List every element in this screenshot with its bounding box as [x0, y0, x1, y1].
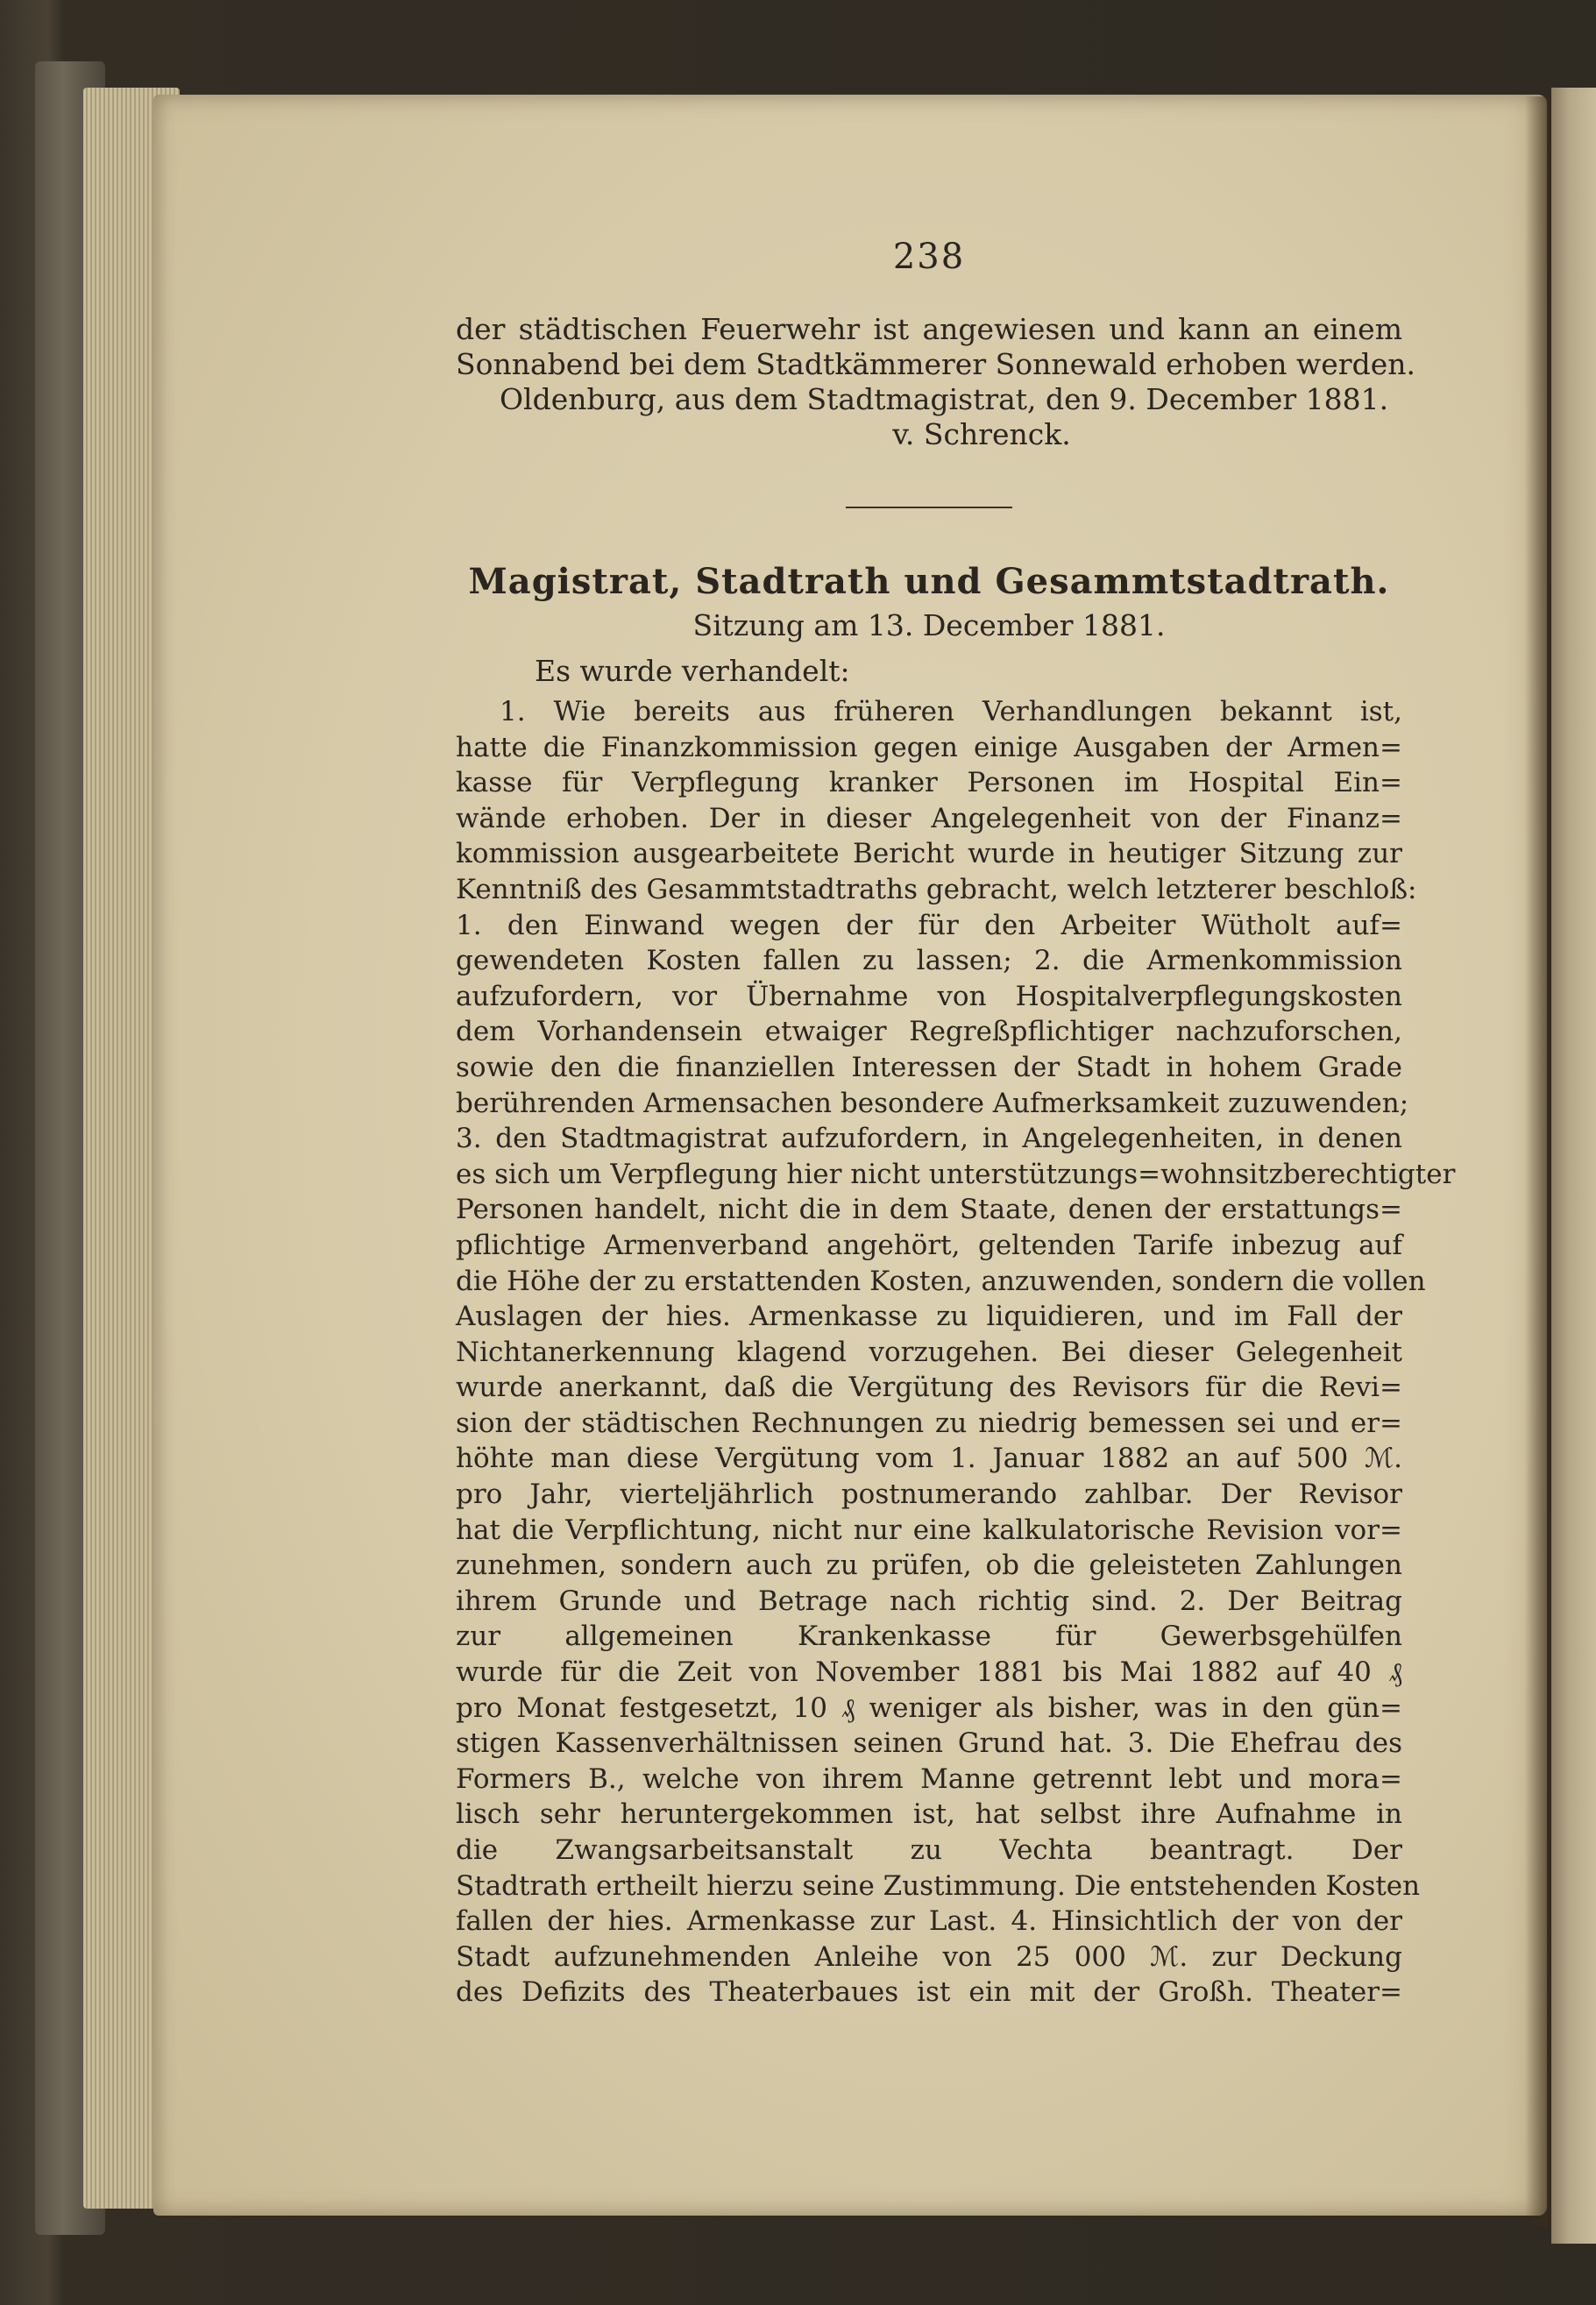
body-line: Stadtrath ertheilt hierzu seine Zustimmung. Die entstehenden Kosten — [456, 1869, 1421, 1902]
body-line: Stadt aufzunehmenden Anleihe von 25 000 ℳ. zur Deckung — [456, 1940, 1402, 1973]
body-line: des Defizits des Theaterbaues ist ein mit der Großh. Theater= — [456, 1976, 1402, 2009]
body-line: höhte man diese Vergütung vom 1. Januar 1882 an auf 500 ℳ. — [456, 1443, 1402, 1475]
notice-line: Sonnabend bei dem Stadtkämmerer Sonnewald erhoben werden. — [456, 347, 1415, 381]
body-line: hatte die Finanzkommission gegen einige Ausgaben der Armen= — [456, 731, 1402, 763]
body-line: kasse für Verpflegung kranker Personen im Hospital Ein= — [456, 767, 1402, 799]
page-content — [456, 237, 1456, 2011]
section-title: Magistrat, Stadtrath und Gesammtstadtrath. — [468, 561, 1390, 602]
body-line: sowie den die finanziellen Interessen der Stadt in hohem Grade — [456, 1051, 1402, 1083]
body-line: 1. Wie bereits aus früheren Verhandlungen bekannt ist, — [500, 696, 1402, 727]
notice-block — [456, 312, 1415, 452]
body-line: Nichtanerkennung klagend vorzugehen. Bei dieser Gelegenheit — [456, 1336, 1402, 1368]
body-line: Formers B., welche von ihrem Manne getrennt lebt und mora= — [456, 1762, 1402, 1795]
page-number: 238 — [892, 237, 966, 277]
body-line: es sich um Verpflegung hier nicht unterstützungs=wohnsitzberechtigter — [456, 1158, 1456, 1190]
section-subtitle: Sitzung am 13. December 1881. — [692, 608, 1166, 642]
notice-signature: v. Schrenck. — [892, 417, 1071, 451]
body-line: berührenden Armensachen besondere Aufmerksamkeit zuzuwenden; — [456, 1087, 1409, 1119]
body-line: die Zwangsarbeitsanstalt zu Vechta beantragt. Der — [456, 1834, 1402, 1866]
body-line: dem Vorhandensein etwaiger Regreßpflichtiger nachzuforschen, — [456, 1016, 1402, 1048]
body-line: stigen Kassenverhältnissen seinen Grund hat. 3. Die Ehefrau des — [456, 1727, 1402, 1760]
body-line: wurde anerkannt, daß die Vergütung des Revisors für die Revi= — [456, 1372, 1402, 1404]
body-line: zunehmen, sondern auch zu prüfen, ob die geleisteten Zahlungen — [456, 1550, 1402, 1582]
body-line: pro Monat festgesetzt, 10 ₰ weniger als bisher, was in den gün= — [456, 1692, 1402, 1724]
body-line: pro Jahr, vierteljährlich postnumerando zahlbar. Der Revisor — [456, 1479, 1402, 1511]
body-line: lisch sehr heruntergekommen ist, hat selbst ihre Aufnahme in — [456, 1798, 1402, 1831]
notice-dateline: Oldenburg, aus dem Stadtmagistrat, den 9. December 1881. — [500, 382, 1389, 416]
notice-line: der städtischen Feuerwehr ist angewiesen und kann an einem — [456, 312, 1402, 346]
body-line: wände erhoben. Der in dieser Angelegenheit von der Finanz= — [456, 802, 1402, 834]
section-divider — [846, 507, 1012, 508]
body-line: pflichtige Armenverband angehört, geltenden Tarife inbezug auf — [456, 1229, 1402, 1261]
body-line: 1. den Einwand wegen der für den Arbeiter Wütholt auf= — [456, 909, 1402, 941]
body-line: sion der städtischen Rechnungen zu niedrig bemessen sei und er= — [456, 1407, 1402, 1439]
section-intro: Es wurde verhandelt: — [535, 654, 850, 688]
body-line: Kenntniß des Gesammtstadtraths gebracht, welch letzterer beschloß: — [456, 873, 1417, 905]
body-line: Auslagen der hies. Armenkasse zu liquidieren, und im Fall der — [456, 1301, 1402, 1333]
section-body — [456, 694, 1456, 2011]
body-line: 3. den Stadtmagistrat aufzufordern, in Angelegenheiten, in denen — [456, 1123, 1402, 1155]
body-line: aufzufordern, vor Übernahme von Hospitalverpflegungskosten — [456, 980, 1402, 1012]
body-line: zur allgemeinen Krankenkasse für Gewerbsgehülfen — [456, 1621, 1402, 1653]
body-line: kommission ausgearbeitete Bericht wurde in heutiger Sitzung zur — [456, 838, 1402, 870]
body-line: ihrem Grunde und Betrage nach richtig sind. 2. Der Beitrag — [456, 1585, 1402, 1617]
body-line: Personen handelt, nicht die in dem Staate, denen der erstattungs= — [456, 1194, 1402, 1226]
body-line: wurde für die Zeit von November 1881 bis Mai 1882 auf 40 ₰ — [456, 1656, 1402, 1689]
body-line: fallen der hies. Armenkasse zur Last. 4. Hinsichtlich der von der — [456, 1905, 1402, 1938]
body-line: die Höhe der zu erstattenden Kosten, anzuwenden, sondern die vollen — [456, 1265, 1426, 1297]
body-line: gewendeten Kosten fallen zu lassen; 2. die Armenkommission — [456, 945, 1402, 977]
next-page-edge — [1551, 88, 1596, 2244]
body-line: hat die Verpflichtung, nicht nur eine kalkulatorische Revision vor= — [456, 1514, 1402, 1546]
